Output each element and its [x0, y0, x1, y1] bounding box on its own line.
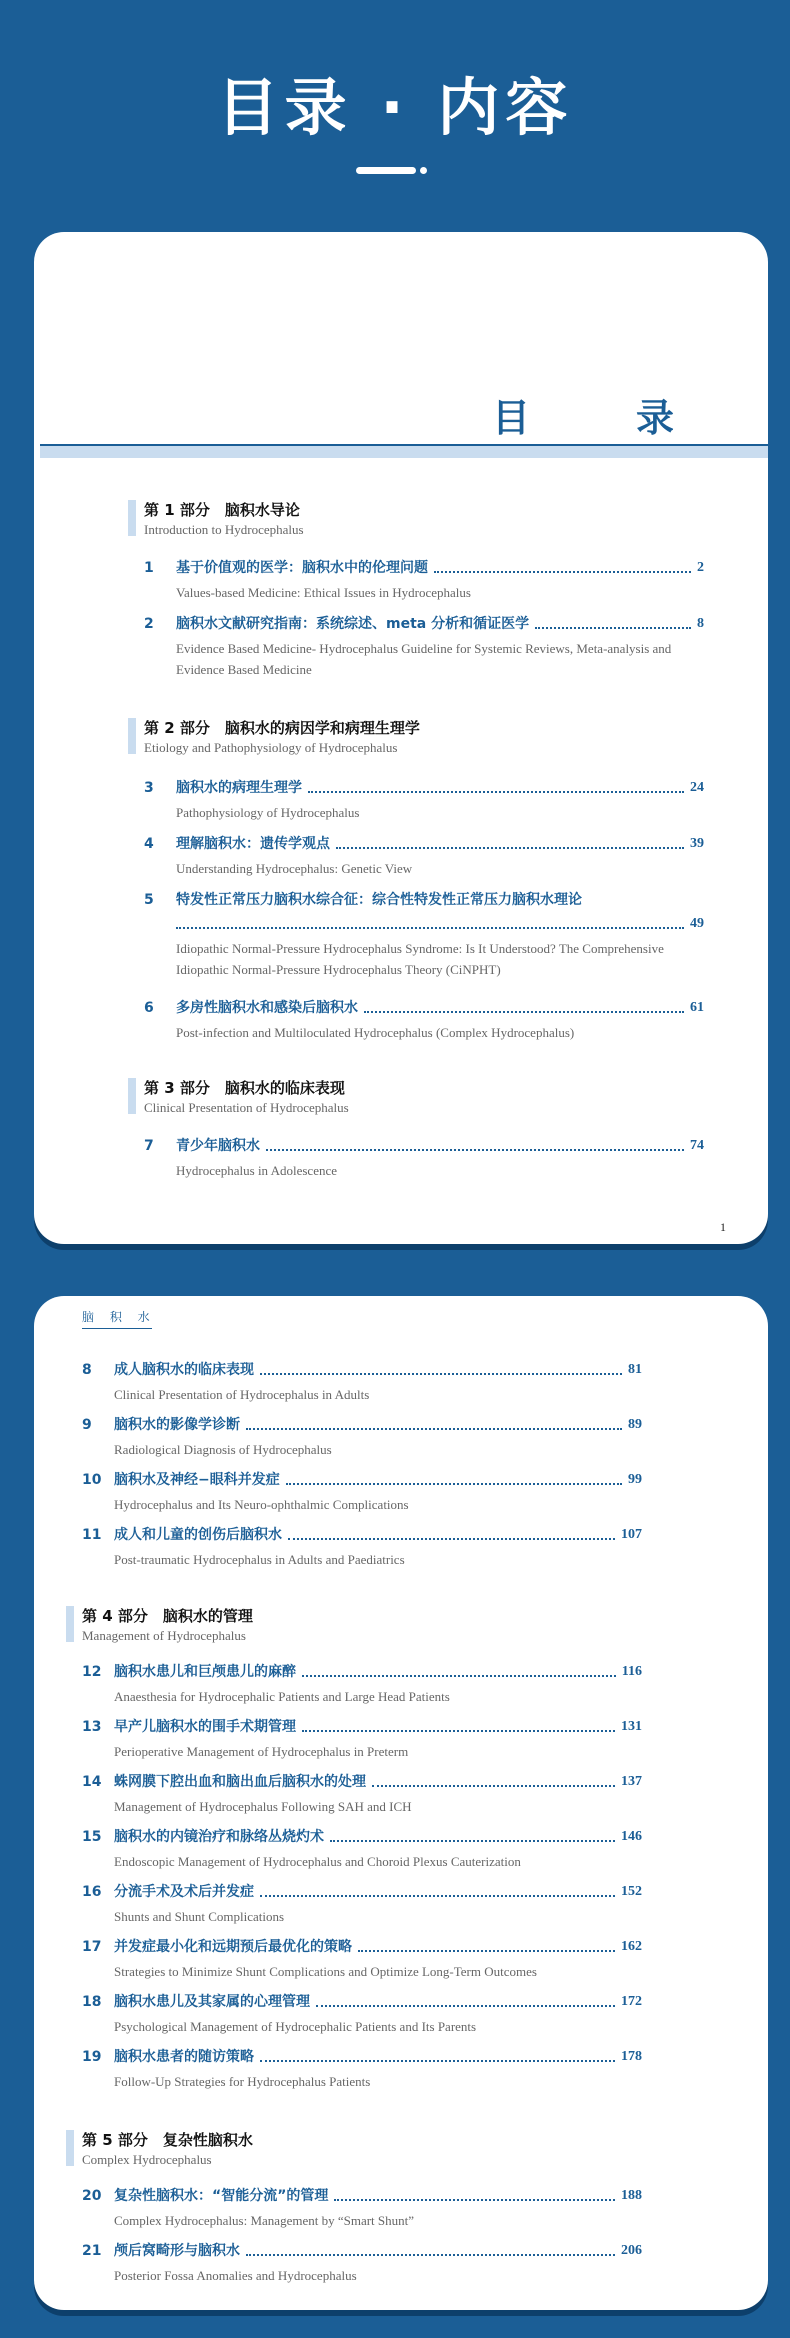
page-number: 39	[690, 836, 704, 851]
toc-page-1	[34, 232, 768, 1244]
leader-dots	[246, 2254, 615, 2256]
part-subtitle: Etiology and Pathophysiology of Hydrocephalus	[144, 740, 398, 755]
page-number: 99	[628, 1472, 642, 1487]
page-number: 81	[628, 1362, 642, 1377]
chapter-title: 特发性正常压力脑积水综合征：综合性特发性正常压力脑积水理论	[176, 892, 582, 908]
chapter-title: 多房性脑积水和感染后脑积水	[176, 1000, 358, 1016]
chapter-number: 21	[82, 2243, 102, 2259]
chapter-subtitle: Endoscopic Management of Hydrocephalus and Choroid Plexus Cauterization	[114, 1854, 521, 1869]
chapter-number: 14	[82, 1774, 102, 1790]
part-subtitle: Clinical Presentation of Hydrocephalus	[144, 1100, 349, 1115]
leader-dots	[260, 1895, 615, 1897]
leader-dots	[286, 1483, 622, 1485]
chapter-subtitle: Management of Hydrocephalus Following SAH and ICH	[114, 1799, 412, 1814]
toc-page-2	[34, 1296, 768, 2310]
chapter-number: 2	[144, 616, 154, 632]
chapter-subtitle: Values-based Medicine: Ethical Issues in Hydrocephalus	[176, 585, 471, 600]
part-title: 第 4 部分 脑积水的管理	[82, 1607, 253, 1625]
part-marker	[66, 1606, 74, 1642]
chapter-title: 脑积水文献研究指南：系统综述、meta 分析和循证医学	[176, 616, 530, 632]
part-heading	[128, 500, 304, 540]
part-marker	[66, 2130, 74, 2166]
chapter-subtitle: Follow-Up Strategies for Hydrocephalus Patients	[114, 2074, 371, 2089]
leader-dots	[330, 1840, 615, 1842]
chapter-title: 脑积水的病理生理学	[176, 780, 302, 796]
chapter-title: 脑积水患儿及其家属的心理管理	[114, 1994, 310, 2010]
chapter-title: 成人脑积水的临床表现	[114, 1362, 254, 1378]
chapter-number: 19	[82, 2049, 102, 2065]
page-number: 131	[621, 1719, 642, 1734]
chapter-subtitle: Posterior Fossa Anomalies and Hydrocephalus	[114, 2268, 357, 2283]
chapter-subtitle: Anaesthesia for Hydrocephalic Patients and Large Head Patients	[114, 1689, 450, 1704]
chapter-number: 4	[144, 836, 154, 852]
chapter-subtitle: Understanding Hydrocephalus: Genetic View	[176, 861, 413, 876]
chapter-number: 9	[82, 1417, 92, 1433]
chapter-subtitle: Complex Hydrocephalus: Management by “Smart Shunt”	[114, 2213, 415, 2228]
chapter-title: 早产儿脑积水的围手术期管理	[114, 1719, 296, 1735]
chapter-subtitle: Post-traumatic Hydrocephalus in Adults and Paediatrics	[114, 1552, 405, 1567]
leader-dots	[316, 2005, 615, 2007]
page-number: 172	[621, 1994, 642, 2009]
page-number: 137	[621, 1774, 642, 1789]
part-heading	[128, 1078, 349, 1118]
page-number: 74	[690, 1138, 704, 1153]
chapter-subtitle: Idiopathic Normal-Pressure Hydrocephalus Syndrome: Is It Understood? The Comprehensive Idiopathic Normal-Pressure Hydrocephalus Theory (CiNPHT)	[176, 941, 664, 977]
part-marker	[128, 718, 136, 754]
chapter-number: 12	[82, 1664, 102, 1680]
leader-dots	[176, 927, 684, 929]
part-heading	[66, 2130, 253, 2170]
chapter-title: 脑积水及神经−眼科并发症	[114, 1472, 280, 1488]
chapter-title: 青少年脑积水	[176, 1138, 260, 1154]
leader-dots	[246, 1428, 622, 1430]
toc-heading: 目 录	[491, 395, 708, 440]
leader-dots	[434, 571, 691, 573]
page-number: 49	[690, 916, 704, 931]
chapter-subtitle: Perioperative Management of Hydrocephalus in Preterm	[114, 1744, 409, 1759]
running-head-rule	[82, 1328, 152, 1329]
leader-dots	[266, 1149, 684, 1151]
chapter-subtitle: Post-infection and Multiloculated Hydrocephalus (Complex Hydrocephalus)	[176, 1025, 575, 1040]
chapter-title: 理解脑积水：遗传学观点	[176, 836, 330, 852]
page-number: 206	[621, 2243, 642, 2258]
leader-dots	[372, 1785, 615, 1787]
chapter-number: 5	[144, 892, 154, 908]
part-title: 第 3 部分 脑积水的临床表现	[144, 1079, 345, 1097]
part-heading	[128, 718, 420, 758]
part-marker	[128, 500, 136, 536]
page-number: 2	[697, 560, 704, 575]
chapter-title: 并发症最小化和远期预后最优化的策略	[114, 1939, 352, 1955]
chapter-title: 脑积水患儿和巨颅患儿的麻醉	[114, 1664, 296, 1680]
banner-rule	[356, 167, 416, 174]
leader-dots	[336, 847, 684, 849]
chapter-number: 15	[82, 1829, 102, 1845]
chapter-title: 基于价值观的医学：脑积水中的伦理问题	[176, 560, 428, 576]
chapter-number: 20	[82, 2188, 102, 2204]
part-heading	[66, 1606, 253, 1646]
page-number: 89	[628, 1417, 642, 1432]
part-title: 第 1 部分 脑积水导论	[144, 501, 300, 519]
part-marker	[128, 1078, 136, 1114]
chapter-number: 13	[82, 1719, 102, 1735]
leader-dots	[288, 1538, 615, 1540]
leader-dots	[535, 627, 691, 629]
leader-dots	[260, 2060, 615, 2062]
chapter-number: 11	[82, 1527, 102, 1543]
banner-dot	[420, 167, 427, 174]
chapter-subtitle: Hydrocephalus in Adolescence	[176, 1163, 338, 1178]
chapter-title: 脑积水患者的随访策略	[114, 2049, 254, 2065]
leader-dots	[334, 2199, 615, 2201]
chapter-number: 1	[144, 560, 154, 576]
chapter-number: 3	[144, 780, 154, 796]
page-number: 107	[621, 1527, 642, 1542]
chapter-number: 8	[82, 1362, 92, 1378]
part-subtitle: Complex Hydrocephalus	[82, 2152, 212, 2167]
page-number: 116	[621, 1664, 642, 1679]
chapter-subtitle: Radiological Diagnosis of Hydrocephalus	[114, 1442, 332, 1457]
chapter-subtitle: Shunts and Shunt Complications	[114, 1909, 285, 1924]
chapter-subtitle: Strategies to Minimize Shunt Complications and Optimize Long-Term Outcomes	[114, 1964, 537, 1979]
chapter-title: 颅后窝畸形与脑积水	[114, 2243, 240, 2259]
chapter-number: 18	[82, 1994, 102, 2010]
page-number: 152	[621, 1884, 642, 1899]
chapter-title: 成人和儿童的创伤后脑积水	[114, 1527, 282, 1543]
chapter-subtitle: Pathophysiology of Hydrocephalus	[176, 805, 360, 820]
part-title: 第 5 部分 复杂性脑积水	[82, 2131, 253, 2149]
chapter-number: 7	[144, 1138, 154, 1154]
leader-dots	[302, 1730, 615, 1732]
leader-dots	[302, 1675, 616, 1677]
page-number: 178	[621, 2049, 642, 2064]
page-number: 8	[697, 616, 704, 631]
leader-dots	[364, 1011, 684, 1013]
chapter-subtitle: Hydrocephalus and Its Neuro-ophthalmic Complications	[114, 1497, 409, 1512]
page-number: 24	[690, 780, 704, 795]
part-title: 第 2 部分 脑积水的病因学和病理生理学	[144, 719, 420, 737]
chapter-title: 蛛网膜下腔出血和脑出血后脑积水的处理	[114, 1774, 366, 1790]
page-number: 188	[621, 2188, 642, 2203]
page-number-footer: 1	[720, 1220, 726, 1234]
toc-heading-rule	[40, 444, 768, 458]
chapter-subtitle: Clinical Presentation of Hydrocephalus in Adults	[114, 1387, 370, 1402]
leader-dots	[358, 1950, 615, 1952]
page-number: 146	[621, 1829, 642, 1844]
leader-dots	[308, 791, 684, 793]
part-subtitle: Introduction to Hydrocephalus	[144, 522, 304, 537]
chapter-title: 脑积水的影像学诊断	[114, 1417, 240, 1433]
chapter-title: 复杂性脑积水：“智能分流”的管理	[114, 2188, 329, 2204]
chapter-title: 脑积水的内镜治疗和脉络丛烧灼术	[114, 1829, 324, 1845]
page-banner-title: 目录 · 内容	[216, 71, 574, 144]
part-subtitle: Management of Hydrocephalus	[82, 1628, 246, 1643]
running-head: 脑 积 水	[82, 1310, 156, 1324]
chapter-number: 6	[144, 1000, 154, 1016]
chapter-subtitle: Evidence Based Medicine- Hydrocephalus Guideline for Systemic Reviews, Meta-analysis and Evidence Based Medicine	[176, 641, 672, 677]
leader-dots	[260, 1373, 622, 1375]
chapter-title: 分流手术及术后并发症	[114, 1884, 254, 1900]
chapter-number: 10	[82, 1472, 102, 1488]
page-number: 162	[621, 1939, 642, 1954]
chapter-subtitle: Psychological Management of Hydrocephalic Patients and Its Parents	[114, 2019, 477, 2034]
chapter-number: 16	[82, 1884, 102, 1900]
chapter-number: 17	[82, 1939, 102, 1955]
page-number: 61	[690, 1000, 704, 1015]
